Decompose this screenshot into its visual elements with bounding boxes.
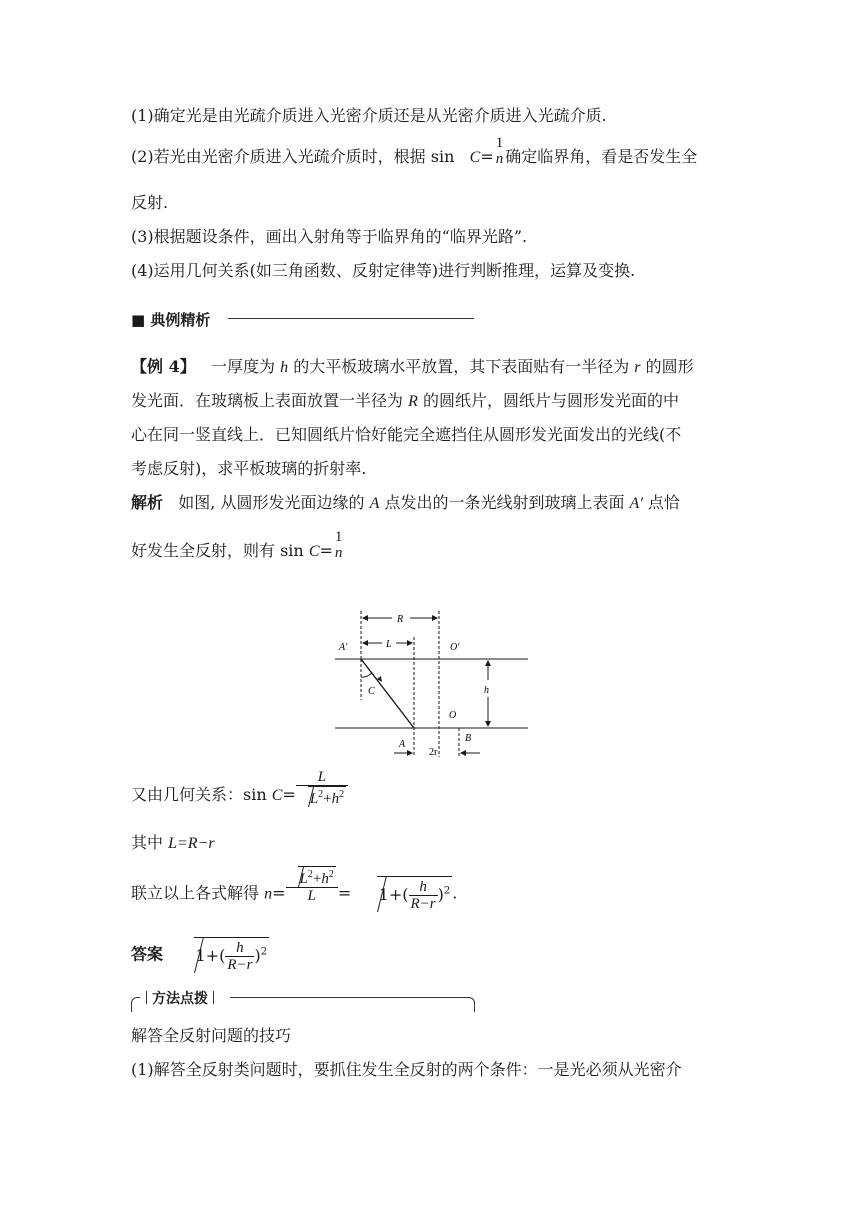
geo-sqrt: $L^2+h^2$ <box>308 786 346 807</box>
combine-den: L <box>286 887 338 904</box>
step-2-fraction-num: 1 <box>495 134 504 151</box>
solution-l1-c: 点恰 <box>647 493 680 512</box>
step-2 <box>131 134 698 169</box>
example-line-2 <box>131 390 679 413</box>
geo-den <box>296 785 348 807</box>
geo-label: 又由几何关系：sin <box>131 785 267 804</box>
answer-frac <box>225 940 254 973</box>
combine-n: n <box>264 885 273 903</box>
combine-Rr: R−r <box>410 896 436 912</box>
example-l1-b: 的大平板玻璃水平放置，其下表面贴有一半径为 <box>293 357 630 376</box>
solution-line-1 <box>131 492 680 515</box>
combine-eq2: = <box>337 883 352 903</box>
label-2r: 2r <box>429 747 438 758</box>
step-4: (4)运用几何关系(如三角函数、反射定律等)进行判断推理，运算及变换. <box>131 261 636 280</box>
method-box-corner-right <box>466 997 475 1012</box>
where-expr: L=R−r <box>168 835 215 852</box>
geo-eq: = <box>282 785 296 804</box>
example-l2-a: 发光面．在玻璃板上表面放置一半径为 <box>131 391 404 410</box>
example-l1-h: h <box>280 359 289 376</box>
step-2-text-a: (2)若光由光密介质进入光疏介质时，根据 sin <box>131 147 455 166</box>
answer-close: ) <box>254 946 261 965</box>
combine-root <box>377 876 453 912</box>
answer-line <box>131 937 269 973</box>
geo-C: C <box>271 787 283 804</box>
label-O-prime: O′ <box>450 642 460 653</box>
label-B: B <box>465 733 472 744</box>
combine-end: . <box>452 883 458 903</box>
label-C: C <box>368 686 375 697</box>
example-l1-r: r <box>634 359 641 376</box>
step-2-fraction <box>494 135 506 167</box>
solution-l1-A: A <box>369 495 380 512</box>
method-line-1: (1)解答全反射类问题时，要抓住发生全反射的两个条件：一是光必须从光密介 <box>131 1060 682 1079</box>
combine-sq: 2 <box>443 885 451 897</box>
label-R: R <box>397 614 404 625</box>
solution-l1-A-prime: A′ <box>629 495 643 512</box>
geometry-line <box>131 768 348 807</box>
solution-l2-num: 1 <box>334 528 343 545</box>
answer-Rr: R−r <box>227 957 253 973</box>
solution-label: 解析 <box>131 493 164 512</box>
combine-close: ) <box>437 885 444 904</box>
label-O: O <box>449 710 457 721</box>
section-heading: ■ 典例精析 <box>131 311 211 329</box>
where-a: 其中 <box>131 833 164 852</box>
method-box-title: 方法点拨 <box>146 988 214 1008</box>
step-2-cont: 反射. <box>131 193 169 212</box>
solution-l1-a: 如图, 从圆形发光面边缘的 <box>178 493 365 512</box>
combine-a: 联立以上各式解得 <box>131 883 260 903</box>
step-2-fraction-den: n <box>495 150 504 167</box>
combine-num <box>286 866 338 887</box>
solution-l1-b: 点发出的一条光线射到玻璃上表面 <box>384 493 625 512</box>
solution-l2-C: C <box>308 543 320 560</box>
combine-line <box>131 869 458 912</box>
where-line <box>131 832 215 855</box>
step-2-equals: = <box>480 147 494 166</box>
answer-label: 答案 <box>131 944 164 964</box>
label-h: h <box>484 685 489 696</box>
example-l1-c: 的圆形 <box>645 357 694 376</box>
example-line-3: 心在同一竖直线上．已知圆纸片恰好能完全遮挡住从圆形发光面发出的光线(不 <box>131 425 682 444</box>
combine-one: 1+( <box>378 885 409 904</box>
solution-line-2 <box>131 528 344 563</box>
combine-eq: = <box>272 883 286 903</box>
optics-figure <box>330 605 530 765</box>
geo-num: L <box>317 768 327 785</box>
combine-fraction <box>286 866 338 904</box>
step-1: (1)确定光是由光疏介质进入光密介质还是从光密介质进入光疏介质. <box>131 106 607 125</box>
example-line-4: 考虑反射)，求平板玻璃的折射率. <box>131 459 367 478</box>
answer-sq: 2 <box>260 946 268 958</box>
method-box-corner-left <box>131 997 140 1012</box>
geo-fraction <box>296 769 348 807</box>
answer-one: 1+( <box>195 946 226 965</box>
combine-sqrt: $L^2+h^2$ <box>298 866 336 887</box>
label-L: L <box>386 639 392 650</box>
solution-l2-fraction <box>333 529 345 561</box>
solution-l2-eq: = <box>319 541 333 560</box>
method-box-rule <box>230 997 470 998</box>
step-2-text-b: 确定临界角，看是否发生全 <box>505 147 698 166</box>
section-rule <box>228 318 474 319</box>
label-A: A <box>399 739 406 750</box>
solution-l2-den: n <box>334 544 343 561</box>
answer-h: h <box>236 940 244 956</box>
example-tag: 【例 4】 <box>131 357 196 376</box>
angle-arc <box>361 673 372 677</box>
label-A-prime: A′ <box>339 642 348 653</box>
solution-l2-a: 好发生全反射，则有 sin <box>131 541 304 560</box>
example-l2-b: 的圆纸片，圆纸片与圆形发光面的中 <box>422 391 679 410</box>
step-2-symbol-c: C <box>469 149 481 166</box>
step-3: (3)根据题设条件，画出入射角等于临界角的“临界光路”. <box>131 227 528 246</box>
answer-root <box>194 937 270 973</box>
method-title: 解答全反射问题的技巧 <box>131 1026 292 1045</box>
example-line-1 <box>131 356 694 379</box>
example-l1-a: 一厚度为 <box>210 357 275 376</box>
combine-inner-frac <box>409 879 438 912</box>
combine-h: h <box>419 879 427 895</box>
example-l2-R: R <box>408 393 418 410</box>
